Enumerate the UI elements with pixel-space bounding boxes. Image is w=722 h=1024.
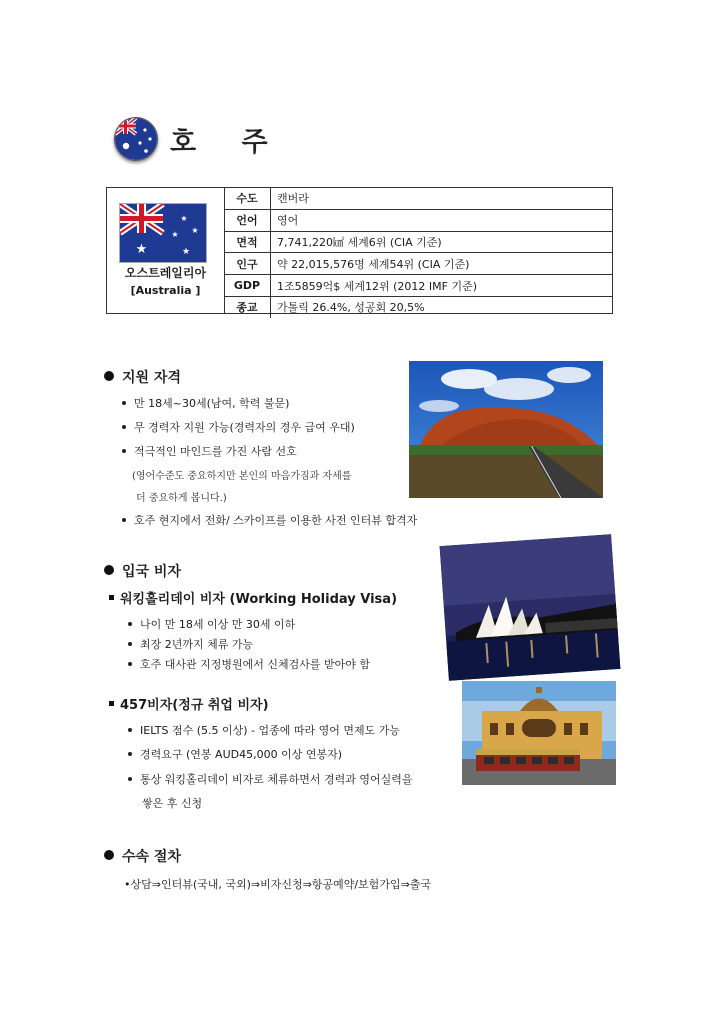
list-item: 무 경력자 지원 가능(경력자의 경우 급여 우대) xyxy=(122,419,355,435)
row-value: 가톨릭 26.4%, 성공회 20,5% xyxy=(277,301,425,315)
flag-cell xyxy=(107,188,225,313)
row-label: 인구 xyxy=(224,253,271,275)
row-label: 면적 xyxy=(224,231,271,253)
bullet-dot-icon xyxy=(104,565,114,575)
svg-text:★: ★ xyxy=(191,226,199,235)
country-info-table xyxy=(106,187,613,314)
list-item: 최장 2년까지 체류 가능 xyxy=(128,636,253,652)
list-item: IELTS 점수 (5.5 이상) - 업종에 따라 영어 면제도 가능 xyxy=(128,722,400,738)
svg-text:★: ★ xyxy=(181,247,191,257)
visa457-heading: 457비자(정규 취업 비자) xyxy=(109,694,269,713)
table-row xyxy=(224,209,612,231)
list-item: 통상 워킹홀리데이 비자로 체류하면서 경력과 영어실력을 xyxy=(128,771,413,787)
bullet-icon xyxy=(128,777,132,781)
australia-flag-icon xyxy=(119,203,207,263)
bullet-dot-icon xyxy=(104,371,114,381)
list-item: 경력요구 (연봉 AUD45,000 이상 연봉자) xyxy=(128,746,342,762)
uluru-photo xyxy=(409,361,603,498)
bullet-icon xyxy=(128,728,132,732)
table-row xyxy=(224,188,612,209)
country-name-korean: 오스트레일리아 xyxy=(124,266,207,280)
list-item: 나이 만 18세 이상 만 30세 이하 xyxy=(128,616,295,632)
note-line: 더 중요하게 봅니다.) xyxy=(136,493,227,504)
note-line: (영어수준도 중요하지만 본인의 마음가짐과 자세를 xyxy=(132,471,352,482)
list-item: 만 18세~30세(남여, 학력 불문) xyxy=(122,395,289,411)
qualification-heading: 지원 자격 xyxy=(104,367,181,387)
bullet-icon xyxy=(128,622,132,626)
bullet-dot-icon xyxy=(104,850,114,860)
row-value: 영어 xyxy=(271,209,613,231)
row-label: 수도 xyxy=(224,188,271,209)
country-name-english: [Australia ] xyxy=(130,284,201,297)
svg-text:★: ★ xyxy=(180,214,188,223)
row-value: 약 22,015,576명 세계54위 (CIA 기준) xyxy=(271,253,613,275)
bullet-icon xyxy=(128,642,132,646)
bullet-icon xyxy=(122,518,126,522)
square-bullet-icon xyxy=(109,701,114,706)
row-label: 언어 xyxy=(224,209,271,231)
page-title: 호 주 xyxy=(170,127,286,158)
list-item: 적극적인 마인드를 가진 사람 선호 xyxy=(122,443,297,459)
procedure-steps: •상담⇒인터뷰(국내, 국외)⇒비자신청⇒항공예약/보험가입⇒출국 xyxy=(124,878,432,891)
svg-text:★: ★ xyxy=(171,230,179,239)
bullet-icon xyxy=(122,425,126,429)
visa-heading: 입국 비자 xyxy=(104,561,181,581)
square-bullet-icon xyxy=(109,595,114,600)
table-row xyxy=(224,253,612,275)
list-item: 호주 대사관 지정병원에서 신체검사를 받아야 함 xyxy=(128,656,370,672)
opera-house-photo xyxy=(440,534,621,681)
whv-heading: 워킹홀리데이 비자 (Working Holiday Visa) xyxy=(109,588,397,607)
row-value: 1조5859억$ 세계12위 (2012 IMF 기준) xyxy=(271,275,613,297)
australia-flag-badge-icon xyxy=(114,117,158,161)
svg-text:★: ★ xyxy=(135,242,148,257)
bullet-icon xyxy=(122,401,126,405)
bullet-icon xyxy=(122,449,126,453)
flinders-station-photo xyxy=(462,681,616,785)
bullet-icon xyxy=(128,662,132,666)
row-value: 캔버라 xyxy=(271,188,613,209)
info-rows xyxy=(224,188,612,318)
row-label: 종교 xyxy=(224,296,271,317)
row-label: GDP xyxy=(224,275,271,297)
table-row xyxy=(224,296,612,317)
row-value: 7,741,220㎢ 세계6위 (CIA 기준) xyxy=(271,231,613,253)
table-row xyxy=(224,275,612,297)
procedure-heading: 수속 절차 xyxy=(104,846,181,866)
list-item: 호주 현지에서 전화/ 스카이프를 이용한 사전 인터뷰 합격자 xyxy=(122,512,417,528)
list-item-continued: 쌓은 후 신청 xyxy=(142,797,203,810)
table-row xyxy=(224,231,612,253)
bullet-icon xyxy=(128,752,132,756)
